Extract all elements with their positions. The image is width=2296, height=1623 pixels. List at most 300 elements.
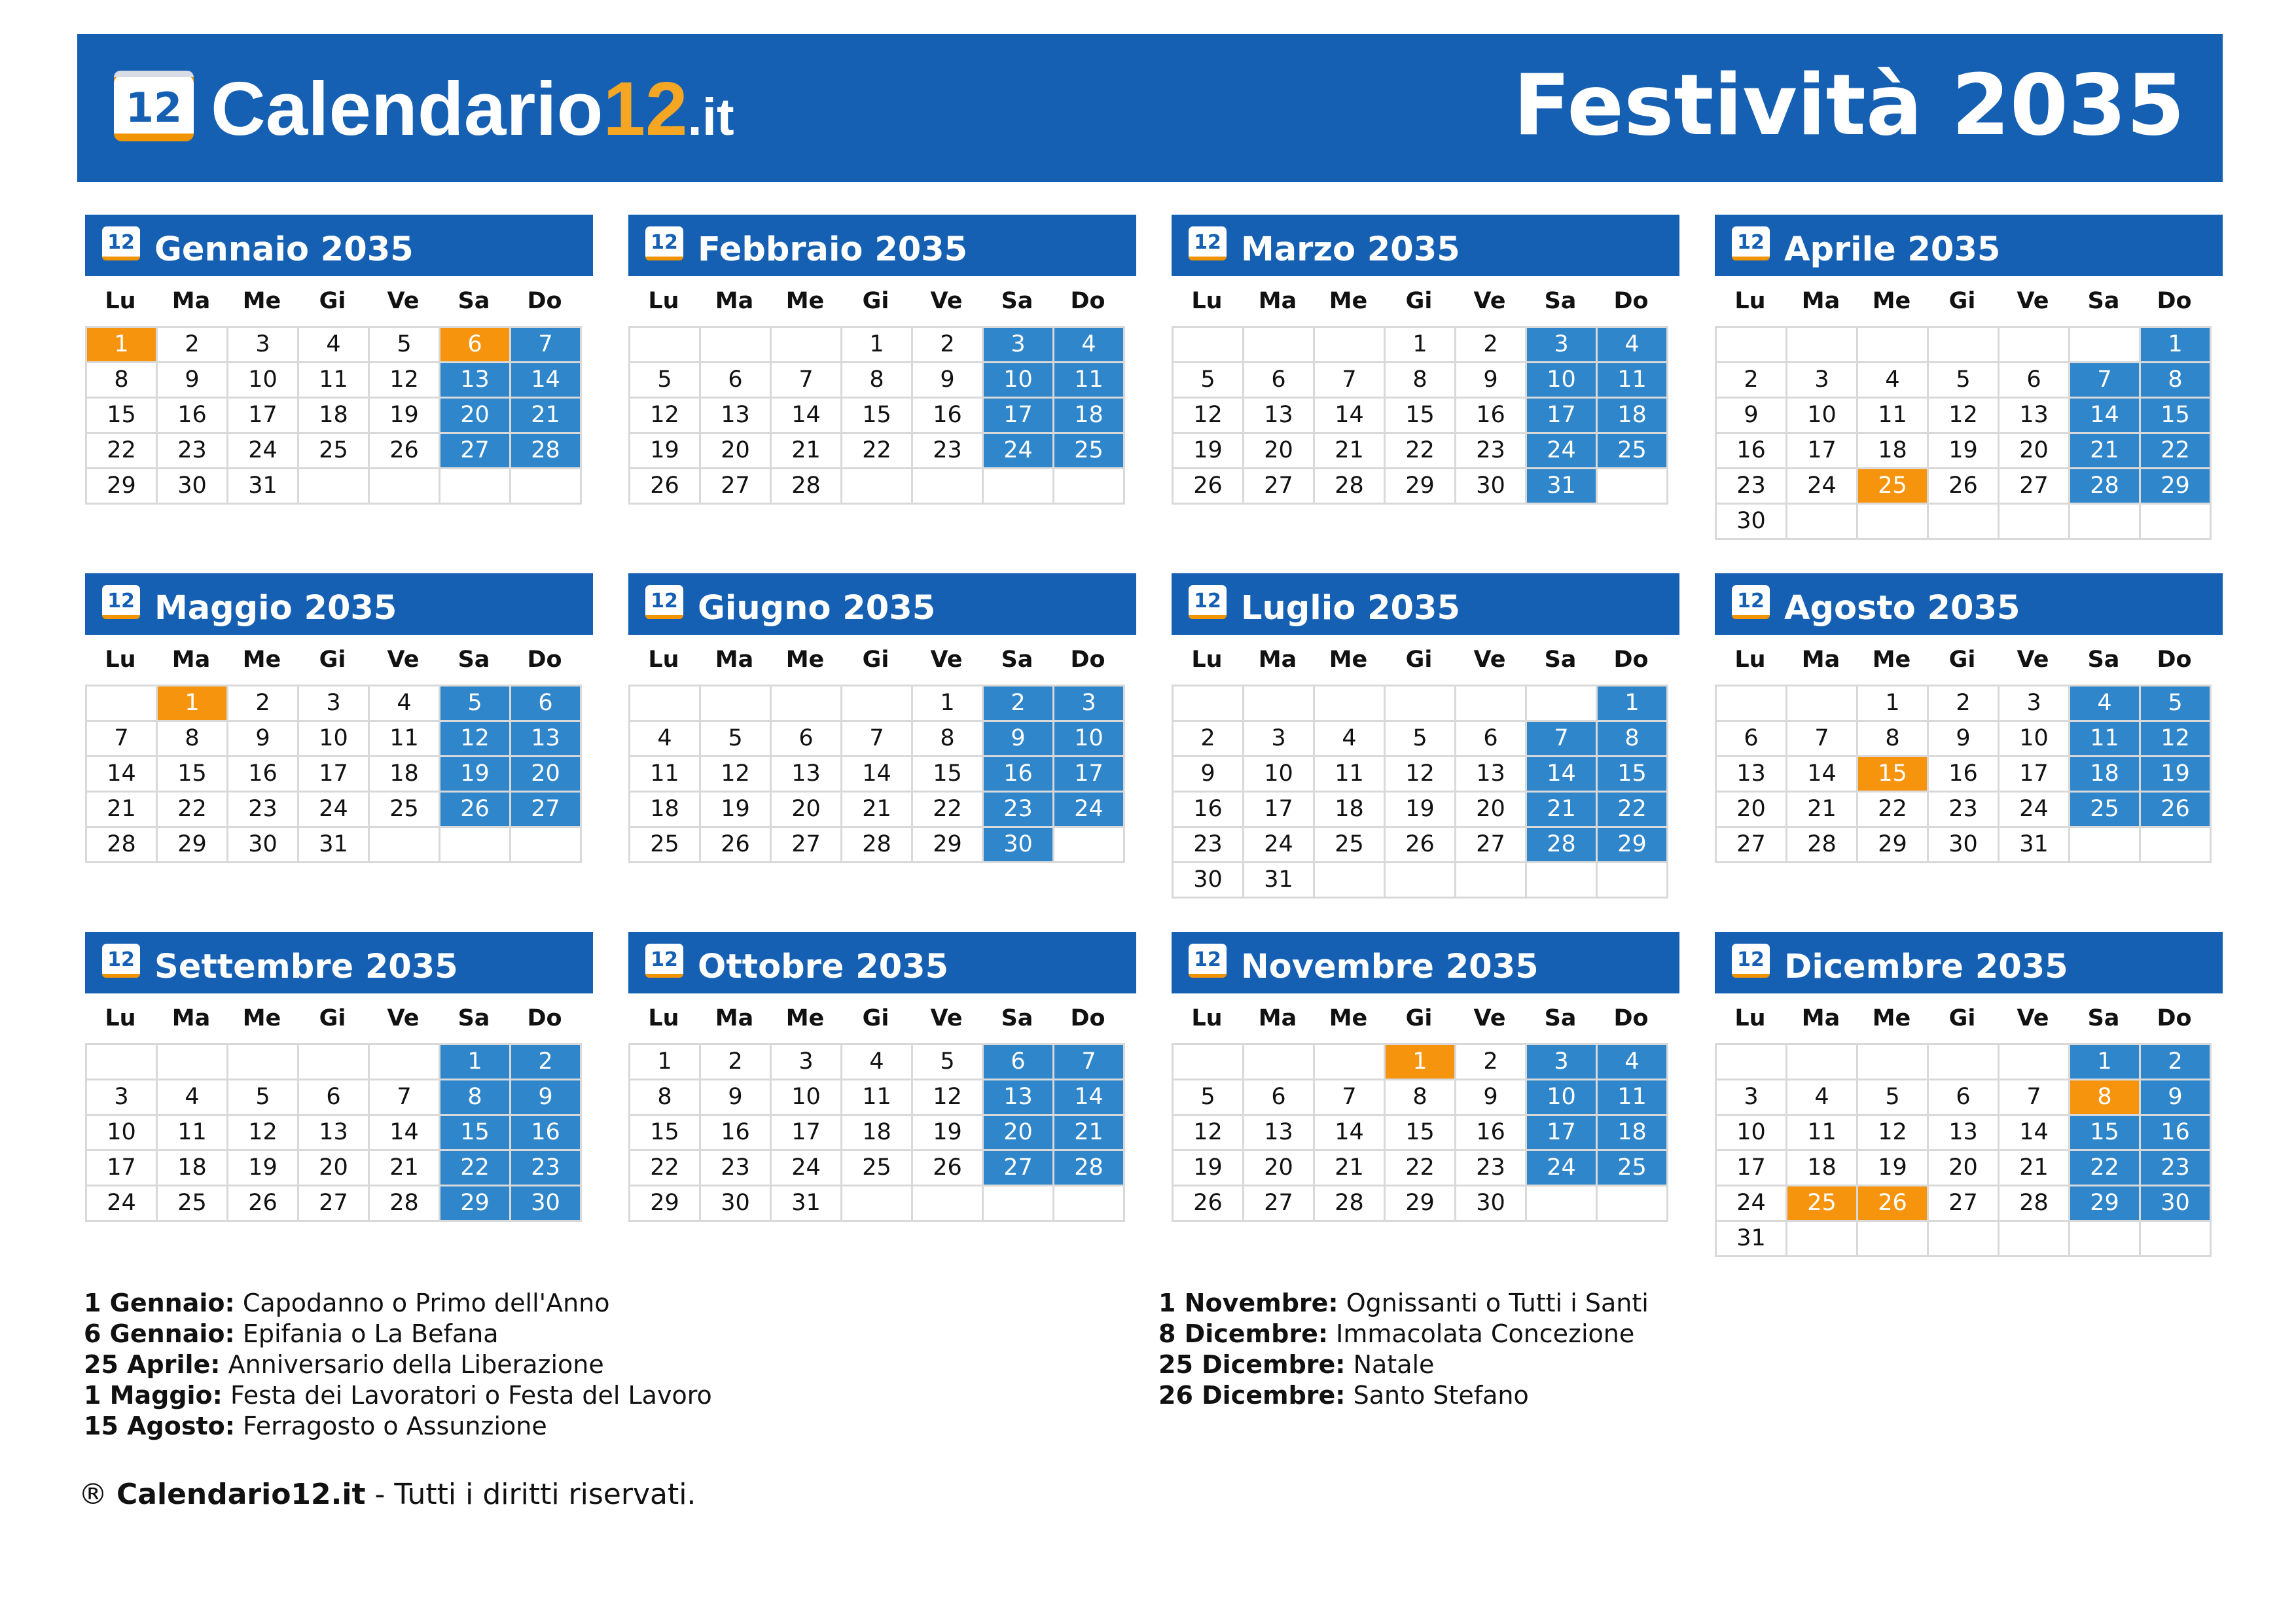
day-cell[interactable]: 23 — [913, 434, 984, 469]
day-cell[interactable]: 28 — [87, 828, 158, 863]
day-cell[interactable]: 8 — [913, 722, 984, 757]
day-cell[interactable]: 30 — [1174, 863, 1244, 899]
day-cell[interactable]: 26 — [701, 828, 772, 863]
day-cell[interactable]: 16 — [1717, 434, 1787, 469]
day-cell[interactable]: 5 — [228, 1080, 299, 1116]
day-cell[interactable]: 6 — [2000, 363, 2070, 399]
day-cell[interactable]: 25 — [2070, 793, 2141, 828]
day-cell[interactable]: 4 — [1598, 1045, 1668, 1080]
day-cell[interactable]: 23 — [984, 793, 1054, 828]
day-cell[interactable]: 7 — [772, 363, 842, 399]
day-cell[interactable]: 3 — [1527, 328, 1598, 363]
day-cell[interactable]: 4 — [158, 1080, 228, 1116]
day-cell[interactable]: 21 — [1054, 1116, 1125, 1151]
day-cell[interactable]: 22 — [630, 1151, 701, 1186]
day-cell[interactable]: 25 — [1858, 469, 1929, 505]
day-cell[interactable]: 26 — [630, 469, 701, 505]
day-cell[interactable]: 5 — [1174, 1080, 1244, 1116]
day-cell[interactable]: 30 — [158, 469, 228, 505]
day-cell[interactable]: 29 — [2070, 1186, 2141, 1222]
day-cell[interactable]: 7 — [1527, 722, 1598, 757]
day-cell[interactable]: 15 — [1858, 757, 1929, 793]
day-cell[interactable]: 23 — [1174, 828, 1244, 863]
day-cell[interactable]: 22 — [1386, 434, 1456, 469]
day-cell[interactable]: 17 — [984, 399, 1054, 434]
day-cell[interactable]: 18 — [2070, 757, 2141, 793]
day-cell[interactable]: 9 — [511, 1080, 582, 1116]
day-cell[interactable]: 22 — [2070, 1151, 2141, 1186]
day-cell[interactable]: 18 — [158, 1151, 228, 1186]
day-cell[interactable]: 9 — [228, 722, 299, 757]
day-cell[interactable]: 6 — [511, 687, 582, 722]
day-cell[interactable]: 8 — [2141, 363, 2212, 399]
day-cell[interactable]: 16 — [701, 1116, 772, 1151]
day-cell[interactable]: 2 — [1456, 1045, 1527, 1080]
day-cell[interactable]: 14 — [1054, 1080, 1125, 1116]
day-cell[interactable]: 17 — [299, 757, 370, 793]
day-cell[interactable]: 28 — [370, 1186, 440, 1222]
day-cell[interactable]: 19 — [2141, 757, 2212, 793]
day-cell[interactable]: 29 — [2141, 469, 2212, 505]
day-cell[interactable]: 11 — [1315, 757, 1386, 793]
day-cell[interactable]: 3 — [984, 328, 1054, 363]
day-cell[interactable]: 3 — [228, 328, 299, 363]
day-cell[interactable]: 16 — [1174, 793, 1244, 828]
day-cell[interactable]: 11 — [842, 1080, 913, 1116]
day-cell[interactable]: 8 — [158, 722, 228, 757]
day-cell[interactable]: 22 — [1858, 793, 1929, 828]
day-cell[interactable]: 26 — [2141, 793, 2212, 828]
day-cell[interactable]: 12 — [701, 757, 772, 793]
day-cell[interactable]: 27 — [772, 828, 842, 863]
day-cell[interactable]: 13 — [440, 363, 511, 399]
day-cell[interactable]: 21 — [87, 793, 158, 828]
day-cell[interactable]: 5 — [370, 328, 440, 363]
day-cell[interactable]: 27 — [1929, 1186, 2000, 1222]
day-cell[interactable]: 24 — [87, 1186, 158, 1222]
day-cell[interactable]: 2 — [984, 687, 1054, 722]
day-cell[interactable]: 10 — [984, 363, 1054, 399]
day-cell[interactable]: 26 — [370, 434, 440, 469]
day-cell[interactable]: 20 — [511, 757, 582, 793]
day-cell[interactable]: 9 — [1456, 363, 1527, 399]
day-cell[interactable]: 20 — [1929, 1151, 2000, 1186]
day-cell[interactable]: 29 — [440, 1186, 511, 1222]
day-cell[interactable]: 16 — [913, 399, 984, 434]
day-cell[interactable]: 21 — [370, 1151, 440, 1186]
day-cell[interactable]: 4 — [1054, 328, 1125, 363]
day-cell[interactable]: 19 — [1174, 434, 1244, 469]
day-cell[interactable]: 30 — [228, 828, 299, 863]
day-cell[interactable]: 26 — [440, 793, 511, 828]
day-cell[interactable]: 29 — [158, 828, 228, 863]
day-cell[interactable]: 4 — [842, 1045, 913, 1080]
day-cell[interactable]: 20 — [1244, 1151, 1315, 1186]
day-cell[interactable]: 18 — [1054, 399, 1125, 434]
day-cell[interactable]: 11 — [1787, 1116, 1858, 1151]
day-cell[interactable]: 5 — [913, 1045, 984, 1080]
day-cell[interactable]: 13 — [511, 722, 582, 757]
day-cell[interactable]: 25 — [158, 1186, 228, 1222]
day-cell[interactable]: 6 — [1929, 1080, 2000, 1116]
day-cell[interactable]: 4 — [1598, 328, 1668, 363]
day-cell[interactable]: 3 — [1527, 1045, 1598, 1080]
day-cell[interactable]: 1 — [440, 1045, 511, 1080]
day-cell[interactable]: 14 — [87, 757, 158, 793]
day-cell[interactable]: 23 — [2141, 1151, 2212, 1186]
day-cell[interactable]: 5 — [2141, 687, 2212, 722]
day-cell[interactable]: 1 — [842, 328, 913, 363]
day-cell[interactable]: 27 — [984, 1151, 1054, 1186]
day-cell[interactable]: 3 — [1717, 1080, 1787, 1116]
day-cell[interactable]: 10 — [1787, 399, 1858, 434]
day-cell[interactable]: 13 — [984, 1080, 1054, 1116]
day-cell[interactable]: 19 — [440, 757, 511, 793]
day-cell[interactable]: 2 — [511, 1045, 582, 1080]
day-cell[interactable]: 16 — [511, 1116, 582, 1151]
day-cell[interactable]: 12 — [1858, 1116, 1929, 1151]
day-cell[interactable]: 18 — [842, 1116, 913, 1151]
day-cell[interactable]: 7 — [2070, 363, 2141, 399]
day-cell[interactable]: 19 — [1174, 1151, 1244, 1186]
day-cell[interactable]: 25 — [299, 434, 370, 469]
day-cell[interactable]: 12 — [2141, 722, 2212, 757]
day-cell[interactable]: 12 — [440, 722, 511, 757]
day-cell[interactable]: 16 — [1456, 1116, 1527, 1151]
day-cell[interactable]: 25 — [1054, 434, 1125, 469]
day-cell[interactable]: 27 — [511, 793, 582, 828]
day-cell[interactable]: 28 — [1787, 828, 1858, 863]
day-cell[interactable]: 10 — [87, 1116, 158, 1151]
day-cell[interactable]: 6 — [299, 1080, 370, 1116]
day-cell[interactable]: 20 — [2000, 434, 2070, 469]
day-cell[interactable]: 29 — [1386, 469, 1456, 505]
day-cell[interactable]: 24 — [1787, 469, 1858, 505]
day-cell[interactable]: 30 — [1456, 1186, 1527, 1222]
day-cell[interactable]: 6 — [772, 722, 842, 757]
day-cell[interactable]: 13 — [701, 399, 772, 434]
day-cell[interactable]: 24 — [299, 793, 370, 828]
day-cell[interactable]: 11 — [630, 757, 701, 793]
day-cell[interactable]: 25 — [1598, 434, 1668, 469]
day-cell[interactable]: 29 — [1598, 828, 1668, 863]
day-cell[interactable]: 17 — [1527, 1116, 1598, 1151]
day-cell[interactable]: 29 — [913, 828, 984, 863]
day-cell[interactable]: 28 — [772, 469, 842, 505]
day-cell[interactable]: 17 — [1527, 399, 1598, 434]
day-cell[interactable]: 3 — [1054, 687, 1125, 722]
day-cell[interactable]: 9 — [158, 363, 228, 399]
day-cell[interactable]: 9 — [701, 1080, 772, 1116]
day-cell[interactable]: 20 — [299, 1151, 370, 1186]
day-cell[interactable]: 16 — [158, 399, 228, 434]
day-cell[interactable]: 18 — [1787, 1151, 1858, 1186]
day-cell[interactable]: 14 — [772, 399, 842, 434]
day-cell[interactable]: 15 — [842, 399, 913, 434]
day-cell[interactable]: 6 — [1244, 1080, 1315, 1116]
day-cell[interactable]: 5 — [440, 687, 511, 722]
day-cell[interactable]: 27 — [1244, 1186, 1315, 1222]
day-cell[interactable]: 4 — [370, 687, 440, 722]
day-cell[interactable]: 6 — [1244, 363, 1315, 399]
day-cell[interactable]: 21 — [511, 399, 582, 434]
day-cell[interactable]: 8 — [2070, 1080, 2141, 1116]
day-cell[interactable]: 10 — [1717, 1116, 1787, 1151]
day-cell[interactable]: 21 — [772, 434, 842, 469]
day-cell[interactable]: 21 — [1787, 793, 1858, 828]
day-cell[interactable]: 9 — [984, 722, 1054, 757]
day-cell[interactable]: 1 — [1858, 687, 1929, 722]
day-cell[interactable]: 16 — [228, 757, 299, 793]
day-cell[interactable]: 16 — [2141, 1116, 2212, 1151]
day-cell[interactable]: 11 — [370, 722, 440, 757]
day-cell[interactable]: 1 — [158, 687, 228, 722]
day-cell[interactable]: 24 — [1527, 1151, 1598, 1186]
day-cell[interactable]: 15 — [913, 757, 984, 793]
day-cell[interactable]: 27 — [1244, 469, 1315, 505]
day-cell[interactable]: 3 — [772, 1045, 842, 1080]
day-cell[interactable]: 24 — [228, 434, 299, 469]
day-cell[interactable]: 26 — [1174, 469, 1244, 505]
day-cell[interactable]: 6 — [701, 363, 772, 399]
day-cell[interactable]: 24 — [772, 1151, 842, 1186]
day-cell[interactable]: 1 — [1386, 328, 1456, 363]
day-cell[interactable]: 25 — [1787, 1186, 1858, 1222]
day-cell[interactable]: 1 — [630, 1045, 701, 1080]
day-cell[interactable]: 4 — [1858, 363, 1929, 399]
day-cell[interactable]: 18 — [1858, 434, 1929, 469]
day-cell[interactable]: 21 — [1315, 1151, 1386, 1186]
day-cell[interactable]: 31 — [299, 828, 370, 863]
day-cell[interactable]: 8 — [842, 363, 913, 399]
day-cell[interactable]: 8 — [1598, 722, 1668, 757]
day-cell[interactable]: 15 — [2141, 399, 2212, 434]
day-cell[interactable]: 21 — [2070, 434, 2141, 469]
day-cell[interactable]: 1 — [2141, 328, 2212, 363]
day-cell[interactable]: 23 — [228, 793, 299, 828]
day-cell[interactable]: 5 — [701, 722, 772, 757]
day-cell[interactable]: 26 — [1858, 1186, 1929, 1222]
day-cell[interactable]: 23 — [1929, 793, 2000, 828]
day-cell[interactable]: 24 — [2000, 793, 2070, 828]
day-cell[interactable]: 13 — [1717, 757, 1787, 793]
day-cell[interactable]: 19 — [1858, 1151, 1929, 1186]
day-cell[interactable]: 24 — [1717, 1186, 1787, 1222]
day-cell[interactable]: 23 — [511, 1151, 582, 1186]
day-cell[interactable]: 12 — [228, 1116, 299, 1151]
day-cell[interactable]: 20 — [1717, 793, 1787, 828]
day-cell[interactable]: 21 — [842, 793, 913, 828]
day-cell[interactable]: 1 — [913, 687, 984, 722]
day-cell[interactable]: 28 — [2000, 1186, 2070, 1222]
day-cell[interactable]: 26 — [1929, 469, 2000, 505]
day-cell[interactable]: 27 — [1717, 828, 1787, 863]
day-cell[interactable]: 8 — [87, 363, 158, 399]
day-cell[interactable]: 2 — [1929, 687, 2000, 722]
day-cell[interactable]: 17 — [772, 1116, 842, 1151]
day-cell[interactable]: 26 — [913, 1151, 984, 1186]
day-cell[interactable]: 17 — [1787, 434, 1858, 469]
day-cell[interactable]: 17 — [1717, 1151, 1787, 1186]
day-cell[interactable]: 25 — [630, 828, 701, 863]
day-cell[interactable]: 12 — [1386, 757, 1456, 793]
day-cell[interactable]: 11 — [1598, 1080, 1668, 1116]
day-cell[interactable]: 22 — [1598, 793, 1668, 828]
day-cell[interactable]: 30 — [511, 1186, 582, 1222]
day-cell[interactable]: 27 — [1456, 828, 1527, 863]
day-cell[interactable]: 25 — [370, 793, 440, 828]
day-cell[interactable]: 13 — [299, 1116, 370, 1151]
day-cell[interactable]: 1 — [2070, 1045, 2141, 1080]
day-cell[interactable]: 17 — [87, 1151, 158, 1186]
day-cell[interactable]: 2 — [2141, 1045, 2212, 1080]
day-cell[interactable]: 5 — [1929, 363, 2000, 399]
day-cell[interactable]: 17 — [228, 399, 299, 434]
day-cell[interactable]: 7 — [1315, 363, 1386, 399]
day-cell[interactable]: 5 — [1858, 1080, 1929, 1116]
day-cell[interactable]: 19 — [913, 1116, 984, 1151]
day-cell[interactable]: 6 — [440, 328, 511, 363]
day-cell[interactable]: 9 — [1456, 1080, 1527, 1116]
day-cell[interactable]: 13 — [1244, 1116, 1315, 1151]
day-cell[interactable]: 12 — [913, 1080, 984, 1116]
day-cell[interactable]: 14 — [2070, 399, 2141, 434]
day-cell[interactable]: 19 — [1929, 434, 2000, 469]
day-cell[interactable]: 25 — [1598, 1151, 1668, 1186]
day-cell[interactable]: 19 — [228, 1151, 299, 1186]
day-cell[interactable]: 18 — [630, 793, 701, 828]
day-cell[interactable]: 22 — [842, 434, 913, 469]
day-cell[interactable]: 12 — [1174, 1116, 1244, 1151]
day-cell[interactable]: 31 — [1717, 1222, 1787, 1257]
day-cell[interactable]: 15 — [1386, 1116, 1456, 1151]
site-logo[interactable] — [211, 63, 734, 154]
day-cell[interactable]: 21 — [2000, 1151, 2070, 1186]
day-cell[interactable]: 20 — [701, 434, 772, 469]
day-cell[interactable]: 7 — [370, 1080, 440, 1116]
day-cell[interactable]: 19 — [1386, 793, 1456, 828]
day-cell[interactable]: 30 — [1456, 469, 1527, 505]
day-cell[interactable]: 9 — [1717, 399, 1787, 434]
day-cell[interactable]: 10 — [228, 363, 299, 399]
day-cell[interactable]: 26 — [228, 1186, 299, 1222]
day-cell[interactable]: 9 — [1174, 757, 1244, 793]
day-cell[interactable]: 8 — [1386, 363, 1456, 399]
day-cell[interactable]: 28 — [1315, 469, 1386, 505]
day-cell[interactable]: 27 — [701, 469, 772, 505]
day-cell[interactable]: 13 — [1244, 399, 1315, 434]
day-cell[interactable]: 22 — [913, 793, 984, 828]
day-cell[interactable]: 8 — [1386, 1080, 1456, 1116]
day-cell[interactable]: 14 — [370, 1116, 440, 1151]
day-cell[interactable]: 4 — [1315, 722, 1386, 757]
day-cell[interactable]: 9 — [913, 363, 984, 399]
day-cell[interactable]: 18 — [370, 757, 440, 793]
day-cell[interactable]: 31 — [2000, 828, 2070, 863]
day-cell[interactable]: 28 — [1054, 1151, 1125, 1186]
day-cell[interactable]: 6 — [1456, 722, 1527, 757]
day-cell[interactable]: 12 — [1929, 399, 2000, 434]
day-cell[interactable]: 28 — [511, 434, 582, 469]
day-cell[interactable]: 16 — [1929, 757, 2000, 793]
day-cell[interactable]: 14 — [1787, 757, 1858, 793]
day-cell[interactable]: 2 — [228, 687, 299, 722]
day-cell[interactable]: 30 — [1929, 828, 2000, 863]
day-cell[interactable]: 18 — [1315, 793, 1386, 828]
day-cell[interactable]: 7 — [1315, 1080, 1386, 1116]
day-cell[interactable]: 28 — [2070, 469, 2141, 505]
day-cell[interactable]: 13 — [1456, 757, 1527, 793]
day-cell[interactable]: 21 — [1315, 434, 1386, 469]
day-cell[interactable]: 14 — [511, 363, 582, 399]
day-cell[interactable]: 24 — [1244, 828, 1315, 863]
day-cell[interactable]: 30 — [1717, 505, 1787, 540]
day-cell[interactable]: 8 — [440, 1080, 511, 1116]
day-cell[interactable]: 9 — [2141, 1080, 2212, 1116]
day-cell[interactable]: 7 — [1054, 1045, 1125, 1080]
day-cell[interactable]: 27 — [440, 434, 511, 469]
day-cell[interactable]: 14 — [1315, 399, 1386, 434]
day-cell[interactable]: 29 — [87, 469, 158, 505]
day-cell[interactable]: 14 — [2000, 1116, 2070, 1151]
day-cell[interactable]: 22 — [1386, 1151, 1456, 1186]
day-cell[interactable]: 15 — [87, 399, 158, 434]
day-cell[interactable]: 27 — [299, 1186, 370, 1222]
day-cell[interactable]: 3 — [87, 1080, 158, 1116]
day-cell[interactable]: 5 — [1174, 363, 1244, 399]
day-cell[interactable]: 25 — [1315, 828, 1386, 863]
day-cell[interactable]: 22 — [87, 434, 158, 469]
day-cell[interactable]: 24 — [1527, 434, 1598, 469]
day-cell[interactable]: 30 — [984, 828, 1054, 863]
day-cell[interactable]: 22 — [158, 793, 228, 828]
day-cell[interactable]: 1 — [1386, 1045, 1456, 1080]
day-cell[interactable]: 4 — [2070, 687, 2141, 722]
day-cell[interactable]: 28 — [1315, 1186, 1386, 1222]
day-cell[interactable]: 17 — [2000, 757, 2070, 793]
day-cell[interactable]: 31 — [772, 1186, 842, 1222]
day-cell[interactable]: 14 — [1315, 1116, 1386, 1151]
day-cell[interactable]: 2 — [913, 328, 984, 363]
day-cell[interactable]: 4 — [299, 328, 370, 363]
day-cell[interactable]: 17 — [1244, 793, 1315, 828]
day-cell[interactable]: 30 — [2141, 1186, 2212, 1222]
day-cell[interactable]: 20 — [984, 1116, 1054, 1151]
day-cell[interactable]: 19 — [630, 434, 701, 469]
day-cell[interactable]: 23 — [158, 434, 228, 469]
day-cell[interactable]: 2 — [701, 1045, 772, 1080]
day-cell[interactable]: 29 — [1858, 828, 1929, 863]
day-cell[interactable]: 29 — [1386, 1186, 1456, 1222]
day-cell[interactable]: 7 — [511, 328, 582, 363]
day-cell[interactable]: 11 — [2070, 722, 2141, 757]
day-cell[interactable]: 10 — [299, 722, 370, 757]
day-cell[interactable]: 3 — [1244, 722, 1315, 757]
day-cell[interactable]: 10 — [1054, 722, 1125, 757]
day-cell[interactable]: 10 — [1527, 1080, 1598, 1116]
day-cell[interactable]: 22 — [2141, 434, 2212, 469]
day-cell[interactable]: 1 — [87, 328, 158, 363]
day-cell[interactable]: 12 — [630, 399, 701, 434]
day-cell[interactable]: 2 — [1717, 363, 1787, 399]
day-cell[interactable]: 13 — [772, 757, 842, 793]
day-cell[interactable]: 26 — [1174, 1186, 1244, 1222]
day-cell[interactable]: 16 — [1456, 399, 1527, 434]
day-cell[interactable]: 10 — [772, 1080, 842, 1116]
day-cell[interactable]: 7 — [1787, 722, 1858, 757]
day-cell[interactable]: 12 — [1174, 399, 1244, 434]
day-cell[interactable]: 15 — [440, 1116, 511, 1151]
